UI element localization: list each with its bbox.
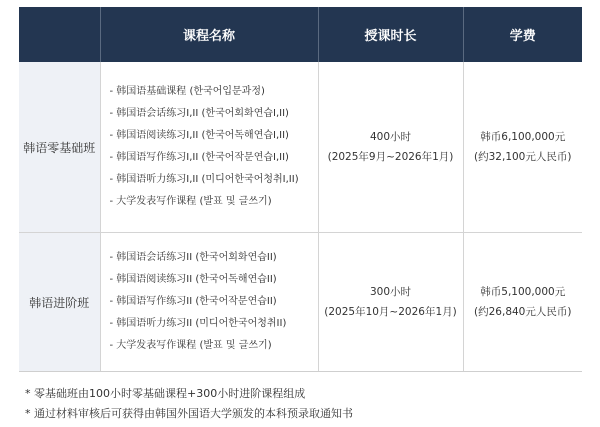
header-tuition: 学费: [463, 7, 582, 62]
course-item: - 大学发表写作课程 (발표 및 글쓰기): [110, 335, 318, 357]
tuition-cell: [463, 233, 582, 372]
header-level: [19, 7, 100, 62]
level-cell: 韩语进阶班: [19, 233, 100, 372]
duration-hours: 300小时: [369, 286, 412, 298]
footnote: * 通过材料审核后可获得由韩国外国语大学颁发的本科预录取通知书: [25, 404, 353, 424]
footnotes: [25, 384, 353, 424]
tuition-cell: [463, 62, 582, 233]
course-item: - 韩国语写作练习II (한국어작문연습II): [110, 291, 318, 313]
duration-cell: [318, 233, 463, 372]
duration-period: (2025年9月~2026年1月): [327, 151, 454, 163]
duration-hours: 400小时: [369, 131, 412, 143]
course-item: - 韩国语听力练习I,II (미디어한국어청취I,II): [110, 169, 318, 191]
footnote: * 零基础班由100小时零基础课程+300小时进阶课程组成: [25, 384, 353, 404]
tuition-krw: 韩币6,100,000元: [480, 131, 566, 143]
course-list: [101, 247, 318, 357]
header-course-name: 课程名称: [100, 7, 318, 62]
level-cell: 韩语零基础班: [19, 62, 100, 233]
course-item: - 韩国语阅读练习II (한국어독해연습II): [110, 269, 318, 291]
tuition-krw: 韩币5,100,000元: [480, 286, 566, 298]
header-duration: 授课时长: [318, 7, 463, 62]
course-item: - 韩国语阅读练习I,II (한국어독해연습I,II): [110, 125, 318, 147]
table-header-row: [19, 7, 582, 62]
course-item: - 大学发表写作课程 (발표 및 글쓰기): [110, 191, 318, 213]
course-list-cell: [100, 62, 318, 233]
table-row-advanced: [19, 233, 582, 372]
tuition-cny: (约32,100元人民币): [474, 151, 572, 163]
course-list-cell: [100, 233, 318, 372]
tuition-cny: (约26,840元人民币): [474, 306, 572, 318]
course-item: - 韩国语写作练习I,II (한국어작문연습I,II): [110, 147, 318, 169]
course-item: - 韩国语会话练习II (한국어회화연습II): [110, 247, 318, 269]
duration-period: (2025年10月~2026年1月): [324, 306, 457, 318]
course-item: - 韩国语基础课程 (한국어입문과정): [110, 81, 318, 103]
course-item: - 韩国语听力练习II (미디어한국어청취II): [110, 313, 318, 335]
table-row-beginner: [19, 62, 582, 233]
course-table: [19, 7, 582, 372]
duration-cell: [318, 62, 463, 233]
course-item: - 韩国语会话练习I,II (한국어회화연습I,II): [110, 103, 318, 125]
course-list: [101, 81, 318, 213]
